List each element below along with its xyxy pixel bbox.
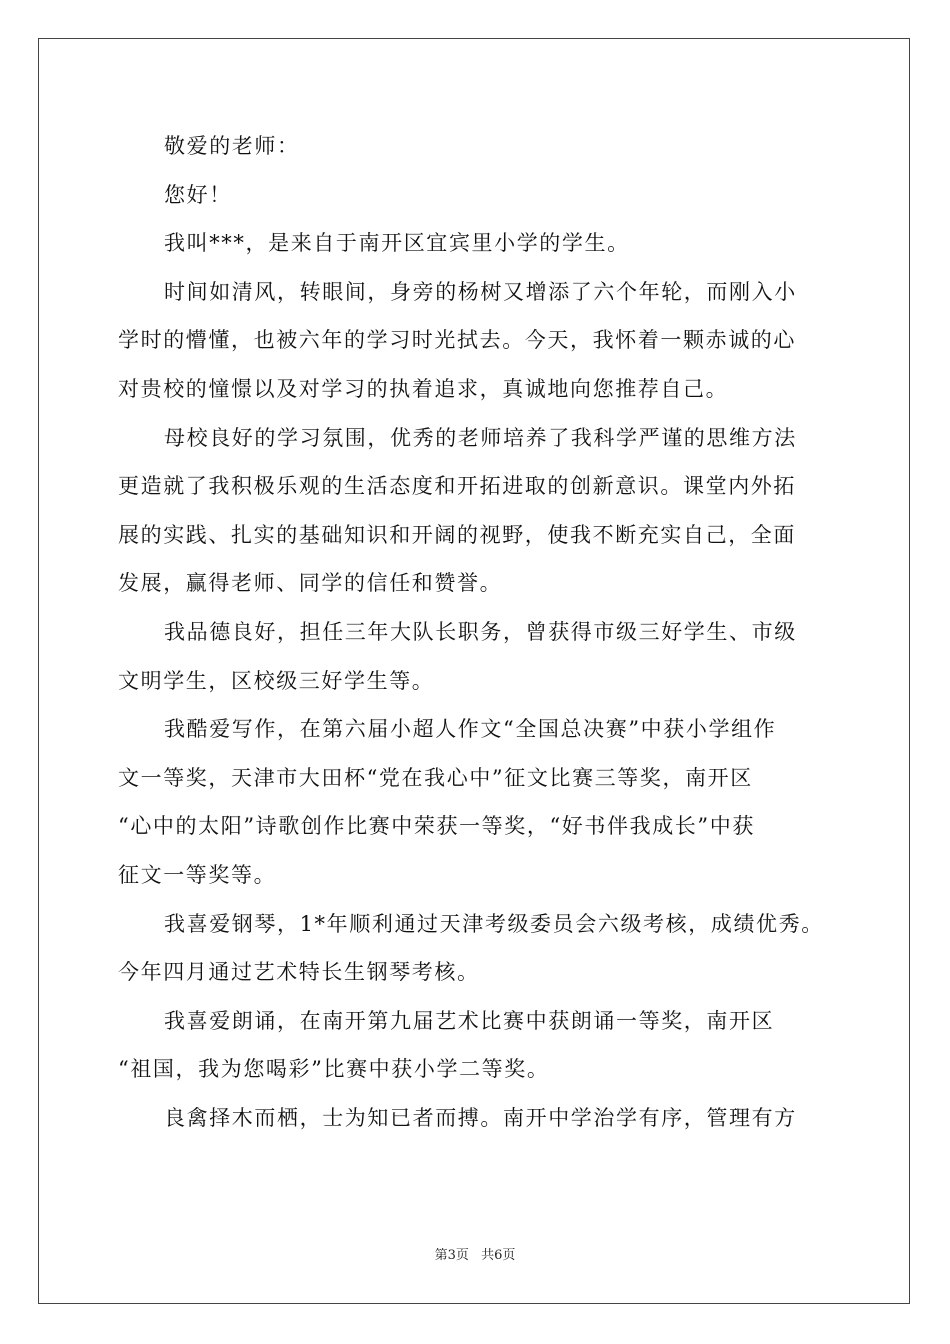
text-line: 征文一等奖等。 bbox=[118, 862, 277, 887]
text-line: 更造就了我积极乐观的生活态度和开拓进取的创新意识。课堂内外拓 bbox=[118, 474, 796, 499]
text-line: 母校良好的学习氛围，优秀的老师培养了我科学严谨的思维方法 bbox=[164, 425, 797, 450]
text-line: 文明学生，区校级三好学生等。 bbox=[118, 668, 435, 693]
text-line: 敬爱的老师： bbox=[164, 134, 300, 158]
page-total: 共6页 bbox=[481, 1248, 516, 1263]
text-line: 我喜爱钢琴，1*年顺利通过天津考级委员会六级考核，成绩优秀。 bbox=[164, 911, 824, 936]
text-line: 对贵校的憧憬以及对学习的执着追求，真诚地向您推荐自己。 bbox=[118, 376, 729, 401]
text-line: 我品德良好，担任三年大队长职务，曾获得市级三好学生、市级 bbox=[164, 619, 797, 644]
text-line: 今年四月通过艺术特长生钢琴考核。 bbox=[118, 960, 480, 985]
text-line: 我叫***，是来自于南开区宜宾里小学的学生。 bbox=[164, 231, 630, 256]
text-line: 时间如清风，转眼间，身旁的杨树又增添了六个年轮，而刚入小 bbox=[164, 279, 797, 304]
text-line: 展的实践、扎实的基础知识和开阔的视野，使我不断充实自己，全面 bbox=[118, 522, 796, 547]
text-line: 我喜爱朗诵，在南开第九届艺术比赛中获朗诵一等奖，南开区 bbox=[164, 1008, 775, 1033]
text-line: 我酷爱写作，在第六届小超人作文“全国总决赛”中获小学组作 bbox=[164, 717, 777, 742]
page-footer bbox=[0, 1244, 950, 1263]
letter-body bbox=[118, 122, 838, 1142]
text-line: 良禽择木而栖，士为知已者而搏。南开中学治学有序，管理有方 bbox=[164, 1105, 797, 1130]
text-line: 发展，赢得老师、同学的信任和赞誉。 bbox=[118, 571, 503, 596]
page-number: 第3页 bbox=[434, 1248, 469, 1263]
text-line: 学时的懵懂，也被六年的学习时光拭去。今天，我怀着一颗赤诚的心 bbox=[118, 328, 796, 353]
text-line: 您好！ bbox=[164, 182, 232, 207]
text-line: “祖国，我为您喝彩”比赛中获小学二等奖。 bbox=[118, 1057, 550, 1082]
text-line: “心中的太阳”诗歌创作比赛中荣获一等奖，“好书伴我成长”中获 bbox=[118, 814, 755, 839]
text-line: 文一等奖，天津市大田杯“党在我心中”征文比赛三等奖，南开区 bbox=[118, 765, 753, 790]
